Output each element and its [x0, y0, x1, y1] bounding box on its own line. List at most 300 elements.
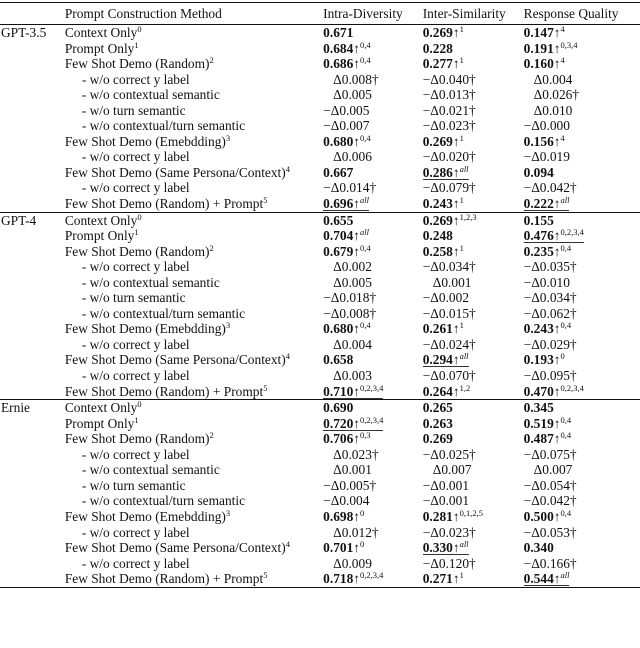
metric-number: 0.684	[323, 40, 354, 56]
method-label: Context Only	[64, 400, 138, 416]
method-label: Few Shot Demo (Random)	[64, 56, 210, 72]
metric-number: 0.667	[323, 164, 354, 180]
method-superscript: 4	[285, 351, 290, 362]
intra-diversity-cell	[317, 290, 423, 306]
method-label: - w/o correct y label	[81, 555, 190, 571]
method-label: Few Shot Demo (Same Persona/Context)	[64, 352, 286, 368]
intra-diversity-cell	[317, 87, 423, 103]
method-cell	[65, 228, 317, 244]
metric-value	[423, 56, 464, 71]
model-cell	[0, 165, 65, 181]
up-arrow-icon: ↑	[452, 383, 460, 399]
intra-diversity-cell	[317, 149, 423, 165]
up-arrow-icon: ↑	[353, 228, 360, 244]
significance-superscript: 1	[459, 55, 464, 66]
model-cell	[0, 493, 65, 509]
up-arrow-icon: ↑	[452, 352, 460, 368]
metric-value	[423, 509, 483, 524]
metric-number: 0.470	[523, 383, 554, 399]
method-label: Few Shot Demo (Random) + Prompt	[64, 571, 264, 587]
method-label: Prompt Only	[64, 228, 135, 244]
significance-superscript: 0,4	[560, 507, 572, 518]
metric-value	[524, 352, 565, 367]
table-row	[0, 165, 640, 181]
table-row	[0, 275, 640, 291]
metric-value: −Δ0.042†	[523, 493, 577, 509]
table-row	[0, 72, 640, 88]
model-cell	[0, 244, 65, 260]
intra-diversity-cell	[317, 165, 423, 181]
intra-diversity-cell	[317, 41, 423, 57]
metric-value: Δ0.001	[432, 274, 472, 290]
up-arrow-icon: ↑	[553, 383, 561, 399]
significance-superscript: all	[560, 195, 570, 206]
metric-value: −Δ0.015†	[422, 305, 476, 321]
header-row	[0, 3, 640, 25]
table-row	[0, 180, 640, 196]
method-cell	[65, 540, 317, 556]
response-quality-cell	[524, 337, 640, 353]
metric-value: −Δ0.005	[323, 102, 370, 118]
up-arrow-icon: ↑	[452, 56, 460, 72]
metric-value: Δ0.001	[333, 462, 372, 478]
significance-superscript: all	[459, 539, 469, 550]
metric-number: 0.680	[323, 321, 354, 337]
method-cell	[65, 384, 317, 400]
up-arrow-icon: ↑	[553, 431, 561, 447]
metric-value	[524, 134, 565, 149]
response-quality-cell	[524, 431, 640, 447]
metric-number: 0.658	[323, 352, 354, 368]
intra-diversity-cell	[317, 352, 423, 368]
intra-diversity-cell	[317, 259, 423, 275]
metric-value	[524, 41, 578, 56]
method-cell	[65, 431, 317, 447]
response-quality-cell	[524, 244, 640, 260]
metric-value	[524, 572, 570, 586]
metric-value: −Δ0.062†	[523, 305, 577, 321]
metric-number: 0.235	[523, 243, 554, 259]
metric-value: Δ0.004	[533, 71, 573, 87]
up-arrow-icon: ↑	[553, 508, 561, 524]
method-superscript: 3	[225, 320, 231, 331]
up-arrow-icon: ↑	[553, 571, 561, 587]
significance-superscript: 0,2,3,4	[360, 382, 384, 393]
response-quality-cell	[524, 212, 640, 228]
model-cell	[0, 321, 65, 337]
intra-diversity-cell	[317, 212, 423, 228]
method-label: - w/o correct y label	[81, 336, 190, 352]
up-arrow-icon: ↑	[353, 415, 360, 431]
significance-superscript: 1	[459, 24, 464, 34]
significance-superscript: all	[360, 227, 369, 238]
intra-diversity-cell	[317, 337, 423, 353]
up-arrow-icon: ↑	[553, 243, 561, 259]
response-quality-cell	[524, 368, 640, 384]
metric-number: 0.277	[422, 56, 453, 72]
metric-value	[524, 540, 554, 555]
metric-value: −Δ0.004	[323, 493, 370, 509]
method-superscript: 4	[285, 539, 290, 550]
method-cell	[65, 103, 317, 119]
metric-value	[423, 384, 470, 399]
intra-diversity-cell	[317, 25, 423, 41]
metric-value: −Δ0.075†	[523, 446, 577, 462]
method-label: - w/o correct y label	[81, 368, 190, 384]
response-quality-cell	[524, 149, 640, 165]
metric-number: 0.222	[523, 196, 554, 212]
intra-diversity-cell	[317, 525, 423, 541]
header-method: Prompt Construction Method	[64, 6, 222, 21]
method-label: Few Shot Demo (Same Persona/Context)	[64, 164, 286, 180]
intra-diversity-cell	[317, 244, 423, 260]
metric-value	[423, 41, 453, 56]
metric-value	[422, 163, 469, 180]
model-cell	[0, 352, 65, 368]
intra-diversity-cell	[317, 228, 423, 244]
metric-value: −Δ0.000	[523, 118, 570, 134]
inter-similarity-cell	[423, 290, 524, 306]
inter-similarity-cell	[423, 571, 524, 587]
metric-value: −Δ0.120†	[422, 555, 476, 571]
metric-number: 0.519	[523, 415, 554, 431]
metric-value	[323, 165, 353, 180]
metric-number: 0.147	[523, 25, 554, 40]
method-label: Few Shot Demo (Random)	[64, 243, 210, 259]
inter-similarity-cell	[423, 87, 524, 103]
model-cell: GPT-3.5	[0, 25, 65, 41]
model-cell	[0, 447, 65, 463]
metric-number: 0.191	[523, 40, 554, 56]
metric-value	[524, 431, 571, 446]
response-quality-cell	[524, 478, 640, 494]
inter-similarity-cell	[423, 134, 524, 150]
significance-superscript: 0,4	[560, 242, 572, 253]
table-row	[0, 571, 640, 587]
metric-value: Δ0.004	[333, 336, 372, 352]
method-label: Context Only	[64, 25, 138, 40]
metric-value	[423, 571, 464, 586]
method-label: Few Shot Demo (Random)	[64, 431, 210, 447]
up-arrow-icon: ↑	[452, 164, 460, 180]
metric-value: −Δ0.019	[523, 149, 570, 165]
inter-similarity-cell	[423, 321, 524, 337]
metric-number: 0.294	[422, 352, 453, 368]
method-cell	[65, 259, 317, 275]
table-row	[0, 556, 640, 572]
table-row	[0, 384, 640, 400]
response-quality-cell	[524, 72, 640, 88]
method-cell	[65, 56, 317, 72]
metric-value: −Δ0.014†	[323, 180, 377, 196]
method-cell	[65, 416, 317, 432]
metric-value: −Δ0.035†	[523, 259, 577, 275]
metric-number: 0.155	[523, 212, 554, 228]
model-cell	[0, 180, 65, 196]
method-label: - w/o correct y label	[81, 259, 190, 275]
metric-number: 0.271	[422, 571, 453, 587]
metric-value: −Δ0.020†	[422, 149, 476, 165]
metric-value	[423, 400, 453, 415]
up-arrow-icon: ↑	[553, 25, 561, 40]
model-cell	[0, 290, 65, 306]
method-cell	[65, 41, 317, 57]
metric-number: 0.243	[523, 321, 554, 337]
metric-number: 0.710	[323, 383, 354, 399]
model-cell	[0, 384, 65, 400]
metric-number: 0.330	[422, 540, 453, 556]
metric-number: 0.679	[323, 243, 354, 259]
method-label: - w/o correct y label	[81, 149, 190, 165]
method-superscript: 0	[137, 211, 142, 222]
method-label: Prompt Only	[64, 40, 135, 56]
significance-superscript: all	[560, 570, 570, 581]
table-row	[0, 321, 640, 337]
method-label: Few Shot Demo (Same Persona/Context)	[64, 540, 286, 556]
metric-value: Δ0.003	[333, 368, 372, 384]
method-label: - w/o contextual semantic	[81, 462, 220, 478]
up-arrow-icon: ↑	[553, 56, 561, 72]
inter-similarity-cell	[423, 275, 524, 291]
inter-similarity-cell	[423, 228, 524, 244]
inter-similarity-cell	[423, 259, 524, 275]
metric-number: 0.281	[422, 508, 453, 524]
intra-diversity-cell	[317, 462, 423, 478]
method-cell	[65, 118, 317, 134]
table-row	[0, 87, 640, 103]
metric-number: 0.487	[523, 431, 554, 447]
inter-similarity-cell	[423, 462, 524, 478]
intra-diversity-cell	[317, 180, 423, 196]
table-row	[0, 447, 640, 463]
method-cell	[65, 275, 317, 291]
up-arrow-icon: ↑	[353, 571, 360, 587]
up-arrow-icon: ↑	[452, 321, 460, 337]
method-label: Few Shot Demo (Emebdding)	[64, 133, 226, 149]
metric-number: 0.345	[523, 400, 554, 416]
model-cell	[0, 556, 65, 572]
significance-superscript: 1	[459, 570, 464, 581]
model-cell	[0, 118, 65, 134]
response-quality-cell	[524, 400, 640, 416]
table-row	[0, 337, 640, 353]
response-quality-cell	[524, 87, 640, 103]
metric-number: 0.264	[422, 383, 453, 399]
method-cell	[65, 368, 317, 384]
significance-superscript: 0,4	[360, 132, 371, 143]
metric-value: −Δ0.024†	[422, 336, 476, 352]
metric-value: Δ0.012†	[333, 524, 379, 540]
up-arrow-icon: ↑	[353, 56, 360, 72]
table-row	[0, 134, 640, 150]
response-quality-cell	[524, 196, 640, 212]
metric-value	[323, 41, 370, 56]
metric-value: −Δ0.029†	[523, 336, 577, 352]
method-label: - w/o correct y label	[81, 524, 190, 540]
up-arrow-icon: ↑	[553, 40, 561, 56]
metric-value: −Δ0.010	[523, 274, 570, 290]
metric-value: −Δ0.001	[422, 477, 470, 493]
response-quality-cell	[524, 540, 640, 556]
significance-superscript: 0,2,3,4	[560, 382, 584, 393]
up-arrow-icon: ↑	[353, 133, 360, 149]
inter-similarity-cell	[423, 41, 524, 57]
method-label: - w/o contextual semantic	[81, 274, 220, 290]
response-quality-cell	[524, 493, 640, 509]
metric-number: 0.476	[523, 228, 554, 244]
metric-number: 0.269	[422, 431, 453, 447]
metric-value	[423, 196, 464, 211]
metric-number: 0.698	[323, 508, 354, 524]
response-quality-cell	[524, 118, 640, 134]
table-row	[0, 212, 640, 228]
intra-diversity-cell	[317, 134, 423, 150]
inter-similarity-cell	[423, 509, 524, 525]
metric-number: 0.701	[323, 540, 354, 556]
method-cell	[65, 509, 317, 525]
model-cell	[0, 72, 65, 88]
intra-diversity-cell	[317, 540, 423, 556]
response-quality-cell	[524, 462, 640, 478]
metric-value: Δ0.009	[333, 555, 372, 571]
method-label: - w/o correct y label	[81, 71, 190, 87]
method-cell	[65, 571, 317, 587]
up-arrow-icon: ↑	[553, 352, 561, 368]
metric-value	[323, 321, 370, 336]
inter-similarity-cell	[423, 540, 524, 556]
intra-diversity-cell	[317, 556, 423, 572]
metric-value	[423, 416, 453, 431]
inter-similarity-cell	[423, 56, 524, 72]
intra-diversity-cell	[317, 478, 423, 494]
up-arrow-icon: ↑	[452, 243, 460, 259]
inter-similarity-cell	[423, 103, 524, 119]
model-cell: Ernie	[0, 400, 65, 416]
model-cell: GPT-4	[0, 212, 65, 228]
metric-value: −Δ0.005†	[323, 477, 377, 493]
metric-number: 0.243	[422, 196, 453, 212]
metric-value	[423, 353, 469, 367]
table-row	[0, 103, 640, 119]
method-superscript: 2	[209, 430, 214, 441]
significance-superscript: all	[360, 195, 369, 206]
table-row	[0, 118, 640, 134]
metric-number: 0.258	[422, 243, 453, 259]
table-row	[0, 56, 640, 72]
metric-value	[323, 414, 384, 431]
method-cell	[65, 352, 317, 368]
up-arrow-icon: ↑	[452, 25, 460, 40]
method-label: Few Shot Demo (Emebdding)	[64, 508, 226, 524]
intra-diversity-cell	[317, 571, 423, 587]
header-model	[0, 3, 65, 25]
metric-value: −Δ0.054†	[523, 477, 577, 493]
metric-value	[524, 165, 554, 180]
metric-value: −Δ0.095†	[523, 368, 577, 384]
table-row	[0, 25, 640, 41]
intra-diversity-cell	[317, 118, 423, 134]
method-superscript: 1	[134, 227, 139, 238]
up-arrow-icon: ↑	[353, 196, 360, 212]
significance-superscript: 0	[560, 351, 565, 362]
method-superscript: 5	[263, 570, 268, 581]
metric-value	[524, 244, 571, 259]
method-cell	[65, 196, 317, 212]
metric-value	[323, 382, 384, 399]
response-quality-cell	[524, 447, 640, 463]
response-quality-cell	[524, 259, 640, 275]
response-quality-cell	[524, 306, 640, 322]
metric-value: Δ0.008†	[333, 71, 379, 87]
intra-diversity-cell	[317, 368, 423, 384]
metric-value: −Δ0.018†	[323, 290, 377, 306]
intra-diversity-cell	[317, 103, 423, 119]
method-label: - w/o turn semantic	[81, 290, 186, 306]
metric-value	[524, 384, 584, 399]
significance-superscript: 0,4	[560, 430, 572, 441]
metric-value: −Δ0.040†	[422, 71, 476, 87]
metric-number: 0.686	[323, 56, 354, 72]
metric-value: Δ0.026†	[533, 87, 580, 103]
model-cell	[0, 337, 65, 353]
inter-similarity-cell	[423, 244, 524, 260]
significance-superscript: 0,4	[560, 320, 572, 331]
significance-superscript: 0,1,2,5	[459, 507, 483, 518]
inter-similarity-cell	[423, 384, 524, 400]
model-cell	[0, 259, 65, 275]
metric-value: −Δ0.034†	[422, 259, 476, 275]
method-superscript: 1	[134, 39, 139, 50]
method-label: - w/o contextual semantic	[81, 87, 220, 103]
table-row	[0, 509, 640, 525]
model-cell	[0, 509, 65, 525]
response-quality-cell	[524, 134, 640, 150]
metric-number: 0.248	[422, 228, 453, 244]
method-label: - w/o correct y label	[81, 180, 190, 196]
metric-value: −Δ0.166†	[523, 555, 577, 571]
method-cell	[65, 149, 317, 165]
response-quality-cell	[524, 165, 640, 181]
method-superscript: 0	[137, 399, 142, 410]
metric-value	[423, 244, 464, 259]
inter-similarity-cell	[423, 493, 524, 509]
metric-number: 0.265	[422, 400, 453, 416]
metric-value: −Δ0.079†	[422, 180, 476, 196]
results-table	[0, 2, 640, 588]
up-arrow-icon: ↑	[353, 243, 360, 259]
significance-superscript: 0,4	[560, 414, 572, 425]
metric-value: Δ0.006	[333, 149, 372, 165]
inter-similarity-cell	[423, 447, 524, 463]
metric-value: Δ0.005	[333, 274, 372, 290]
response-quality-cell	[524, 384, 640, 400]
metric-value	[323, 352, 353, 367]
method-superscript: 5	[263, 195, 268, 206]
metric-number: 0.690	[323, 400, 354, 416]
metric-value	[323, 213, 353, 228]
response-quality-cell	[524, 509, 640, 525]
metric-value: −Δ0.008†	[323, 305, 377, 321]
metric-number: 0.261	[422, 321, 453, 337]
metric-value	[323, 431, 370, 446]
metric-value	[524, 25, 565, 40]
table-row	[0, 400, 640, 416]
inter-similarity-cell	[423, 165, 524, 181]
method-cell	[65, 72, 317, 88]
metric-number: 0.704	[323, 228, 354, 244]
metric-value: −Δ0.002	[422, 290, 470, 306]
method-cell	[65, 180, 317, 196]
